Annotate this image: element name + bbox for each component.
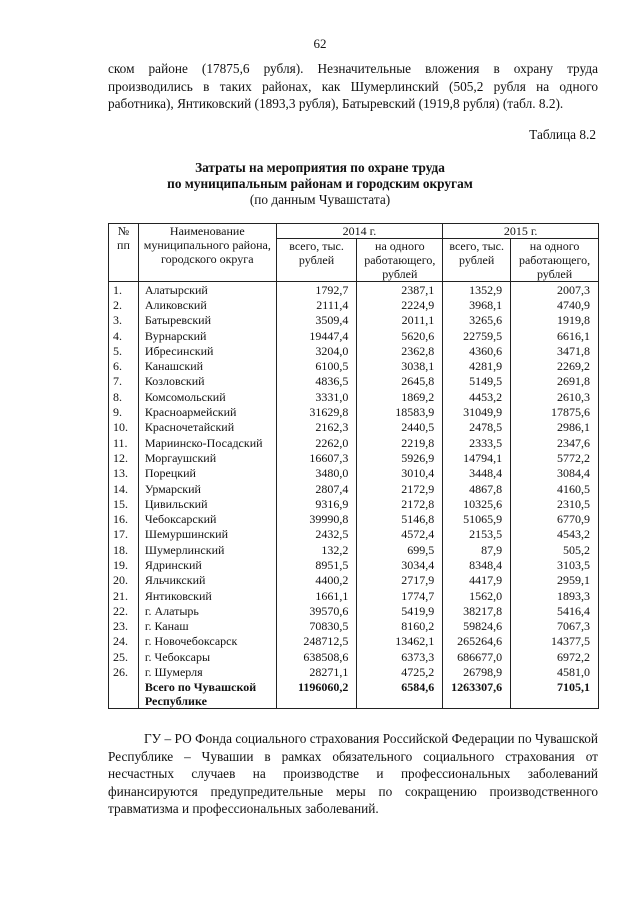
row-name: Ядринский <box>138 557 276 572</box>
table-row <box>109 313 599 328</box>
row-total-2014: 28271,1 <box>276 664 357 679</box>
row-number: 8. <box>109 389 139 404</box>
table-row <box>109 527 599 542</box>
header-year-2015: 2015 г. <box>443 224 599 239</box>
table-row <box>109 374 599 389</box>
row-name: Яльчикский <box>138 573 276 588</box>
title-line-2: по муниципальным районам и городским округам <box>167 176 473 191</box>
row-number: 10. <box>109 420 139 435</box>
row-per-worker-2014: 1869,2 <box>357 389 443 404</box>
table-row <box>109 343 599 358</box>
row-total-2014: 2162,3 <box>276 420 357 435</box>
table-row <box>109 404 599 419</box>
row-number: 3. <box>109 313 139 328</box>
row-name: г. Канаш <box>138 619 276 634</box>
row-per-worker-2015: 2347,6 <box>511 435 599 450</box>
total-row <box>109 680 599 709</box>
header-number: № пп <box>109 224 139 282</box>
row-name: Ибресинский <box>138 343 276 358</box>
row-total-2014: 3509,4 <box>276 313 357 328</box>
row-number: 19. <box>109 557 139 572</box>
row-per-worker-2015: 4740,9 <box>511 297 599 312</box>
header-name: Наименование муниципального района, городского округа <box>138 224 276 282</box>
row-total-2014: 3331,0 <box>276 389 357 404</box>
row-per-worker-2014: 13462,1 <box>357 634 443 649</box>
table-row <box>109 389 599 404</box>
row-total-2015: 4281,9 <box>443 358 511 373</box>
row-total-2015: 1352,9 <box>443 282 511 298</box>
row-per-worker-2015: 2986,1 <box>511 420 599 435</box>
row-total-2014: 9316,9 <box>276 496 357 511</box>
row-name: г. Новочебоксарск <box>138 634 276 649</box>
row-per-worker-2014: 8160,2 <box>357 619 443 634</box>
row-total-2015: 2478,5 <box>443 420 511 435</box>
row-total-2015: 5149,5 <box>443 374 511 389</box>
row-per-worker-2014: 4725,2 <box>357 664 443 679</box>
row-number: 26. <box>109 664 139 679</box>
row-total-2014: 2807,4 <box>276 481 357 496</box>
row-total-2015: 1562,0 <box>443 588 511 603</box>
table-row <box>109 634 599 649</box>
row-name: Батыревский <box>138 313 276 328</box>
row-total-2014: 2262,0 <box>276 435 357 450</box>
row-total-2015: 26798,9 <box>443 664 511 679</box>
title-line-1: Затраты на мероприятия по охране труда <box>195 160 445 175</box>
row-name: Янтиковский <box>138 588 276 603</box>
row-total-2014: 70830,5 <box>276 619 357 634</box>
row-per-worker-2015: 5772,2 <box>511 450 599 465</box>
row-total-2014: 248712,5 <box>276 634 357 649</box>
row-per-worker-2014: 2172,9 <box>357 481 443 496</box>
row-per-worker-2014: 4572,4 <box>357 527 443 542</box>
intro-paragraph: ском районе (17875,6 рубля). Незначительные вложения в охрану труда производились в таких районах, как Шумерлинский (505,2 рубля на одного работника), Янтиковский (1893,3 рубля), Батыревский (1919,8 рубля) (табл. 8.2). <box>108 61 598 111</box>
header-total-2014: всего, тыс. рублей <box>276 239 357 282</box>
row-total-2014: 132,2 <box>276 542 357 557</box>
row-total-2015: 265264,6 <box>443 634 511 649</box>
row-total-2015: 3265,6 <box>443 313 511 328</box>
row-per-worker-2015: 4543,2 <box>511 527 599 542</box>
row-per-worker-2014: 3034,4 <box>357 557 443 572</box>
row-per-worker-2014: 2172,8 <box>357 496 443 511</box>
table-row <box>109 435 599 450</box>
total-row-per-worker-2015: 7105,1 <box>511 680 599 709</box>
row-total-2014: 2432,5 <box>276 527 357 542</box>
row-number: 16. <box>109 511 139 526</box>
total-row-total-2014: 1196060,2 <box>276 680 357 709</box>
row-per-worker-2015: 2310,5 <box>511 496 599 511</box>
row-per-worker-2014: 2440,5 <box>357 420 443 435</box>
row-per-worker-2015: 3103,5 <box>511 557 599 572</box>
row-per-worker-2015: 6616,1 <box>511 328 599 343</box>
row-name: Шумерлинский <box>138 542 276 557</box>
row-number: 7. <box>109 374 139 389</box>
row-per-worker-2015: 4581,0 <box>511 664 599 679</box>
row-per-worker-2014: 5419,9 <box>357 603 443 618</box>
row-number: 21. <box>109 588 139 603</box>
row-total-2014: 8951,5 <box>276 557 357 572</box>
row-total-2015: 686677,0 <box>443 649 511 664</box>
row-per-worker-2014: 2011,1 <box>357 313 443 328</box>
row-total-2014: 3204,0 <box>276 343 357 358</box>
table-row <box>109 328 599 343</box>
header-per-worker-2014: на одного работающего, рублей <box>357 239 443 282</box>
row-per-worker-2014: 3010,4 <box>357 466 443 481</box>
row-per-worker-2015: 2959,1 <box>511 573 599 588</box>
row-total-2014: 4400,2 <box>276 573 357 588</box>
row-name: Порецкий <box>138 466 276 481</box>
total-row-name: Всего по Чувашской Республике <box>138 680 276 709</box>
table-row <box>109 297 599 312</box>
row-total-2015: 51065,9 <box>443 511 511 526</box>
row-per-worker-2014: 2645,8 <box>357 374 443 389</box>
row-per-worker-2015: 3084,4 <box>511 466 599 481</box>
row-per-worker-2014: 5620,6 <box>357 328 443 343</box>
row-number: 11. <box>109 435 139 450</box>
table-row <box>109 450 599 465</box>
row-total-2014: 638508,6 <box>276 649 357 664</box>
row-name: Мариинско-Посадский <box>138 435 276 450</box>
row-per-worker-2015: 2269,2 <box>511 358 599 373</box>
row-name: Чебоксарский <box>138 511 276 526</box>
row-per-worker-2015: 2691,8 <box>511 374 599 389</box>
row-total-2015: 2153,5 <box>443 527 511 542</box>
row-total-2015: 4867,8 <box>443 481 511 496</box>
row-name: г. Шумерля <box>138 664 276 679</box>
row-total-2014: 16607,3 <box>276 450 357 465</box>
row-per-worker-2015: 3471,8 <box>511 343 599 358</box>
row-per-worker-2014: 2387,1 <box>357 282 443 298</box>
row-name: Козловский <box>138 374 276 389</box>
row-name: г. Алатырь <box>138 603 276 618</box>
page-number: 62 <box>313 36 327 51</box>
row-per-worker-2015: 6972,2 <box>511 649 599 664</box>
table-row <box>109 282 599 298</box>
row-total-2015: 3968,1 <box>443 297 511 312</box>
row-total-2015: 14794,1 <box>443 450 511 465</box>
row-name: Моргаушский <box>138 450 276 465</box>
row-number: 17. <box>109 527 139 542</box>
row-name: Красночетайский <box>138 420 276 435</box>
row-per-worker-2014: 699,5 <box>357 542 443 557</box>
total-row-total-2015: 1263307,6 <box>443 680 511 709</box>
row-number: 6. <box>109 358 139 373</box>
row-per-worker-2014: 6373,3 <box>357 649 443 664</box>
row-number: 20. <box>109 573 139 588</box>
title-line-3: (по данным Чувашстата) <box>249 192 391 207</box>
row-name: Алатырский <box>138 282 276 298</box>
row-total-2015: 31049,9 <box>443 404 511 419</box>
row-total-2015: 38217,8 <box>443 603 511 618</box>
row-name: Аликовский <box>138 297 276 312</box>
table-row <box>109 603 599 618</box>
row-total-2014: 39570,6 <box>276 603 357 618</box>
table-row <box>109 496 599 511</box>
row-total-2015: 3448,4 <box>443 466 511 481</box>
row-per-worker-2015: 1919,8 <box>511 313 599 328</box>
row-per-worker-2014: 18583,9 <box>357 404 443 419</box>
table-row <box>109 573 599 588</box>
row-per-worker-2014: 5146,8 <box>357 511 443 526</box>
table-body <box>109 282 599 709</box>
row-total-2014: 4836,5 <box>276 374 357 389</box>
row-number: 22. <box>109 603 139 618</box>
row-per-worker-2015: 17875,6 <box>511 404 599 419</box>
row-per-worker-2015: 14377,5 <box>511 634 599 649</box>
row-number: 4. <box>109 328 139 343</box>
table-row <box>109 649 599 664</box>
header-total-2015: всего, тыс. рублей <box>443 239 511 282</box>
row-total-2014: 6100,5 <box>276 358 357 373</box>
table-row <box>109 619 599 634</box>
row-total-2015: 4453,2 <box>443 389 511 404</box>
row-number: 2. <box>109 297 139 312</box>
table-row <box>109 481 599 496</box>
row-per-worker-2014: 5926,9 <box>357 450 443 465</box>
row-total-2014: 1792,7 <box>276 282 357 298</box>
total-row-number <box>109 680 139 709</box>
row-per-worker-2015: 2610,3 <box>511 389 599 404</box>
row-name: Урмарский <box>138 481 276 496</box>
row-name: Цивильский <box>138 496 276 511</box>
row-total-2015: 4417,9 <box>443 573 511 588</box>
table-row <box>109 664 599 679</box>
row-per-worker-2015: 505,2 <box>511 542 599 557</box>
table-row <box>109 542 599 557</box>
header-year-2014: 2014 г. <box>276 224 443 239</box>
row-number: 18. <box>109 542 139 557</box>
row-name: Шемуршинский <box>138 527 276 542</box>
row-number: 25. <box>109 649 139 664</box>
header-per-worker-2015: на одного работающего, рублей <box>511 239 599 282</box>
row-total-2014: 2111,4 <box>276 297 357 312</box>
row-total-2015: 87,9 <box>443 542 511 557</box>
row-number: 1. <box>109 282 139 298</box>
table-row <box>109 511 599 526</box>
table-row <box>109 358 599 373</box>
row-total-2015: 22759,5 <box>443 328 511 343</box>
row-total-2014: 1661,1 <box>276 588 357 603</box>
table-row <box>109 466 599 481</box>
row-per-worker-2015: 7067,3 <box>511 619 599 634</box>
row-number: 9. <box>109 404 139 419</box>
row-total-2015: 4360,6 <box>443 343 511 358</box>
row-per-worker-2014: 3038,1 <box>357 358 443 373</box>
row-total-2014: 39990,8 <box>276 511 357 526</box>
row-name: Вурнарский <box>138 328 276 343</box>
total-row-per-worker-2014: 6584,6 <box>357 680 443 709</box>
row-total-2014: 31629,8 <box>276 404 357 419</box>
row-total-2015: 10325,6 <box>443 496 511 511</box>
row-total-2015: 59824,6 <box>443 619 511 634</box>
row-number: 12. <box>109 450 139 465</box>
table-row <box>109 420 599 435</box>
table-label: Таблица 8.2 <box>529 127 596 142</box>
table-row <box>109 588 599 603</box>
row-name: Комсомольский <box>138 389 276 404</box>
row-number: 24. <box>109 634 139 649</box>
row-number: 23. <box>109 619 139 634</box>
table-title <box>0 160 640 208</box>
expenses-table <box>108 223 599 709</box>
row-per-worker-2015: 1893,3 <box>511 588 599 603</box>
row-total-2014: 19447,4 <box>276 328 357 343</box>
row-per-worker-2014: 2362,8 <box>357 343 443 358</box>
row-number: 14. <box>109 481 139 496</box>
row-number: 5. <box>109 343 139 358</box>
row-name: Канашский <box>138 358 276 373</box>
row-name: г. Чебоксары <box>138 649 276 664</box>
row-per-worker-2014: 2717,9 <box>357 573 443 588</box>
row-name: Красноармейский <box>138 404 276 419</box>
row-per-worker-2014: 2219,8 <box>357 435 443 450</box>
row-per-worker-2014: 1774,7 <box>357 588 443 603</box>
row-total-2015: 8348,4 <box>443 557 511 572</box>
row-number: 15. <box>109 496 139 511</box>
closing-paragraph: ГУ – РО Фонда социального страхования Российской Федерации по Чувашской Республике – Чувашии в рамках обязательного социального страхования от несчастных случаев на производстве и профессиональных заболеваний финансируются предупредительные меры по сокращению производственного травматизма и профессиональных заболеваний. <box>108 731 598 816</box>
row-total-2014: 3480,0 <box>276 466 357 481</box>
table-row <box>109 557 599 572</box>
row-number: 13. <box>109 466 139 481</box>
row-per-worker-2014: 2224,9 <box>357 297 443 312</box>
row-per-worker-2015: 5416,4 <box>511 603 599 618</box>
row-total-2015: 2333,5 <box>443 435 511 450</box>
row-per-worker-2015: 4160,5 <box>511 481 599 496</box>
row-per-worker-2015: 6770,9 <box>511 511 599 526</box>
row-per-worker-2015: 2007,3 <box>511 282 599 298</box>
